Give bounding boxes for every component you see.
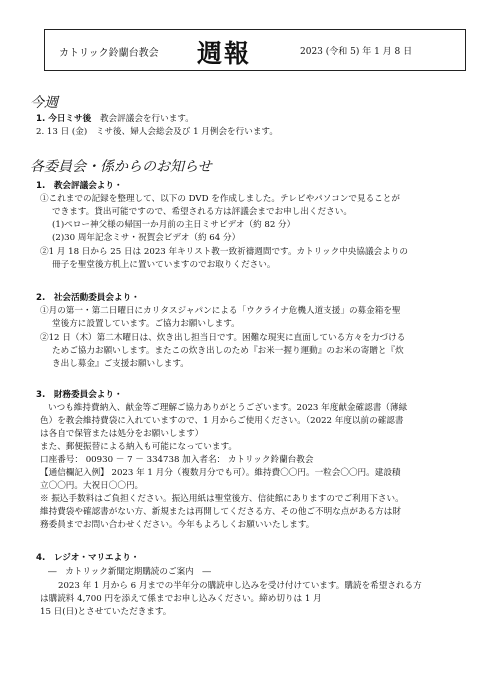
church-name: カトリック鈴蘭台教会 [59, 48, 159, 59]
this-week-item-2: 2. 13 日 (金) ミサ後、婦人会総会及び 1 月例会を行います。 [36, 127, 278, 137]
section-3-line: 維持費袋や確認書がない方、新規または再開してくださる方、その他ご不明な点がある方は財 [40, 507, 401, 517]
section-3-line: また、郵便振替による納入も可能になっています。 [40, 442, 237, 452]
section-1-line: (2)30 周年記念ミサ・祝賀会ビデオ（約 64 分） [52, 233, 241, 243]
section-4-line: は購読料 4,700 円を添えて係までお申し込みください。締め切りは 1 月 [40, 594, 322, 604]
section-1-line: 冊子を聖堂後方机上に置いていますのでお取りください。 [52, 260, 276, 270]
section-3-line: 務委員までお問い合わせください。今年もよろしくお願いいたします。 [40, 520, 315, 530]
section-2-line: ②12 日（木）第二木曜日は、炊き出し担当日です。困難な現実に直面している方々を力づける [40, 333, 406, 343]
section-1-heading: 1. 教会評議会より・ [36, 181, 123, 191]
section-3-line: 色）を教会維持費袋に入れていますので、1 月からご使用ください。（2022 年度以前の確認書 [40, 416, 404, 426]
section-3-line: 立〇〇円。大祝日〇〇円。 [40, 481, 144, 491]
section-1-line: ②1 月 18 日から 25 日は 2023 年キリスト教一致祈禱週間です。カトリック中央協議会よりの [40, 247, 408, 257]
section-4-line: 15 日(日)とさせていただきます。 [40, 607, 172, 617]
section-3-line: いつも維持費納入、献金等ご理解ご協力ありがとうございます。2023 年度献金確認書（薄緑 [48, 403, 408, 413]
section-3-heading: 3. 財務委員会より・ [36, 390, 123, 400]
section-4-heading: 4. レジオ・マリエより・ [36, 553, 140, 563]
section-1-line: できます。貸出可能ですので、希望される方は評議会までお申し出ください。 [52, 207, 352, 217]
section-3-line: ※ 振込手数料はご負担ください。振込用紙は聖堂後方、信徒館にありますのでご利用下さい。 [40, 494, 404, 504]
section-2-heading: 2. 社会活動委員会より・ [36, 293, 140, 303]
this-week-item-1 [36, 113, 194, 125]
page-title: 週報 [197, 39, 252, 68]
notices-heading: 各委員会・係からのお知らせ [30, 159, 212, 175]
section-2-line: き出し募金』ご支援お願いします。 [52, 359, 189, 369]
section-2-line: ためご協力お願いします。またこの炊き出しのため『お米一握り運動』のお米の寄贈と『炊 [52, 346, 404, 356]
this-week-item-1-text: 教会評議会を行います。 [99, 114, 194, 124]
section-4-line: ― カトリック新聞定期購読のご案内 ― [48, 567, 211, 577]
section-2-line: ①月の第一・第二日曜日にカリタスジャパンによる「ウクライナ危機人道支援」の募金箱を聖 [40, 306, 401, 316]
this-week-heading: 今週 [30, 95, 58, 111]
header-box [44, 29, 466, 71]
section-1-line: ①これまでの記録を整理して、以下の DVD を作成しました。テレビやパソコンで見ることが [40, 194, 400, 204]
section-1-line: (1)ペロー神父様の帰国一か月前の主日ミサビデオ（約 82 分） [52, 220, 296, 230]
section-2-line: 堂後方に設置しています。ご協力お願いします。 [52, 319, 240, 329]
section-4-line: 2023 年 1 月から 6 月までの半年分の購読申し込みを受け付けています。購読を希望される方 [58, 581, 422, 591]
issue-date: 2023 (令和 5) 年 1 月 8 日 [300, 47, 413, 57]
section-3-line: 口座番号： 00930 － 7 － 334738 加入者名： カトリック鈴蘭台教会 [40, 455, 314, 465]
this-week-item-1-bold: 1. 今日ミサ後 [36, 114, 92, 124]
section-3-line: は各自で保管または処分をお願いします） [40, 429, 204, 439]
section-3-line: 【通信欄記入例】 2023 年 1 月分（複数月分でも可）。維持費〇〇円。一粒会〇〇円。建設積 [40, 468, 401, 478]
